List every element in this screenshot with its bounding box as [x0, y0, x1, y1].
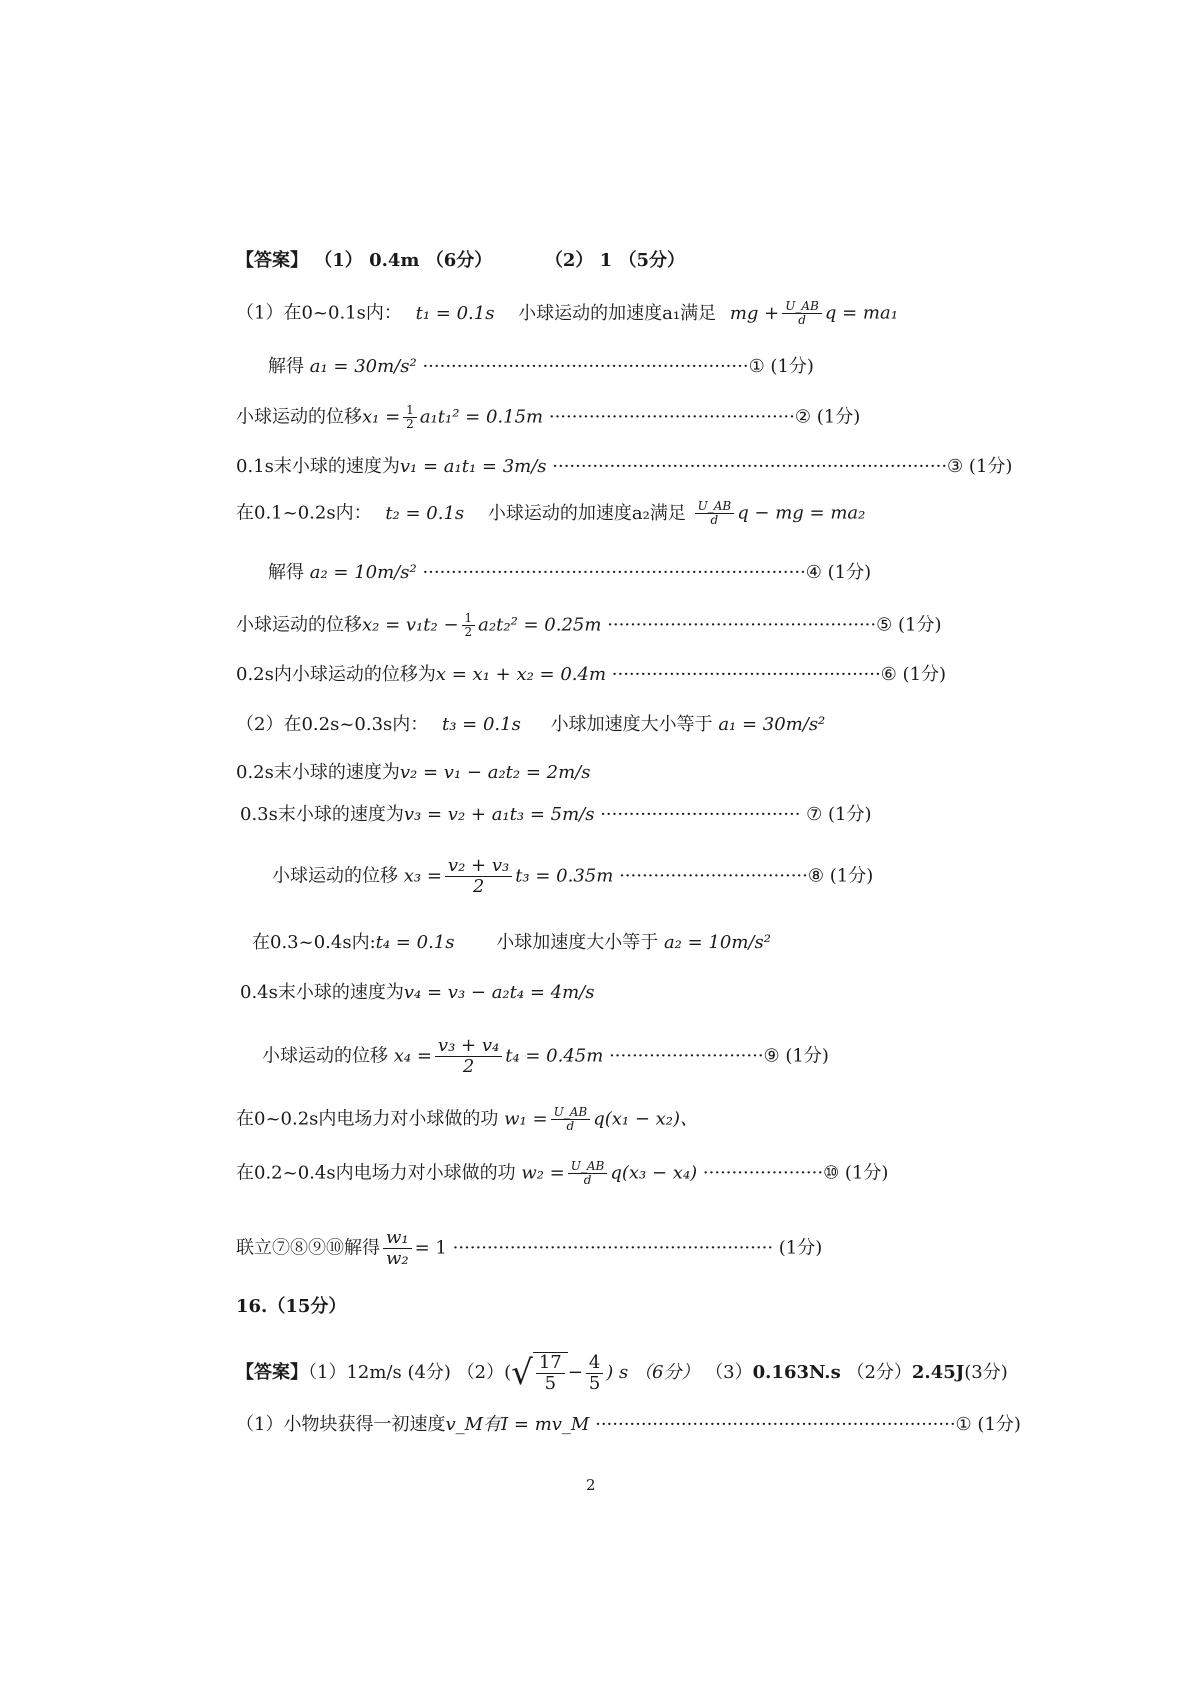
fraction: $\frac{\text{w₁}}{\text{w₂}}$ [383, 1228, 412, 1269]
fraction: $\frac{1}{2}$ [462, 612, 476, 639]
page-number: 2 [586, 1476, 596, 1494]
fraction: $\frac{4}{5}$ [586, 1353, 603, 1394]
solution-line-9: （2）在0.2s~0.3s内： t₃ = 0.1s 小球加速度大小等于 a₁ = 30m/s² [236, 714, 826, 735]
solution-line-20: （1）小物块获得一初速度v_M有I = mv_M ·······························································① (1分) [236, 1414, 1021, 1435]
solution-line-6: 解得 a₂ = 10m/s² ···································································④ (1分) [268, 562, 872, 583]
fraction: $\frac{U\_AB}{d}$ [551, 1106, 591, 1133]
solution-line-8: 0.2s内小球运动的位移为x = x₁ + x₂ = 0.4m ···············································⑥ (1分) [236, 664, 947, 685]
solution-line-16: 在0~0.2s内电场力对小球做的功 w₁ = $\frac{U\_AB}{d}$ q(x₁ − x₂)、 [236, 1105, 699, 1133]
question-16-title: 16.（15分） [236, 1296, 347, 1317]
solution-line-13: 在0.3~0.4s内:t₄ = 0.1s 小球加速度大小等于 a₂ = 10m/s² [252, 932, 771, 953]
fraction: $\frac{\text{v₃ + v₄}}{2}$ [435, 1036, 502, 1077]
answer-label: 【答案】 [236, 250, 308, 271]
answer-part2-value: 1 [599, 250, 613, 271]
solution-line-7: 小球运动的位移x₂ = v₁t₂ − $\frac{1}{2}$ a₂t₂² = 0.25m ···············································⑤ (1分) [236, 611, 942, 639]
fraction: $\frac{U\_AB}{d}$ [695, 500, 735, 527]
square-root: √ $\frac{17}{5}$ [511, 1352, 568, 1394]
solution-line-12: 小球运动的位移 x₃ = $\frac{\text{v₂ + v₃}}{2}$ t₃ = 0.35m ·································⑧ (1分) [272, 855, 874, 897]
answer-header: 【答案】 （1） 0.4m （6分） （2） 1 （5分） [236, 250, 685, 271]
solution-line-3: 小球运动的位移x₁ = $\frac{1}{2}$ a₁t₁² = 0.15m ···········································② (1分) [236, 403, 861, 431]
fraction: $\frac{1}{2}$ [403, 404, 417, 431]
solution-line-10: 0.2s末小球的速度为v₂ = v₁ − a₂t₂ = 2m/s [236, 762, 591, 783]
solution-line-17: 在0.2~0.4s内电场力对小球做的功 w₂ = $\frac{U\_AB}{d}$ q(x₃ − x₄) ·····················⑩ (1分) [236, 1159, 889, 1187]
fraction: $\frac{U\_AB}{d}$ [782, 300, 822, 327]
answer-label: 【答案】 [236, 1362, 308, 1383]
solution-line-2: 解得 a₁ = 30m/s² ·························································① (1分) [268, 356, 814, 377]
answer-part1-value: 0.4m [369, 250, 420, 271]
fraction: $\frac{17}{5}$ [536, 1353, 565, 1394]
solution-line-1: （1）在0~0.1s内： t₁ = 0.1s 小球运动的加速度a₁满足 mg + $\frac{U\_AB}{d}$ q = ma₁ [236, 299, 898, 327]
solution-line-4: 0.1s末小球的速度为v₁ = a₁t₁ = 3m/s ·····································································③ (1分) [236, 456, 1013, 477]
solution-line-5: 在0.1~0.2s内： t₂ = 0.1s 小球运动的加速度a₂满足 $\frac{U\_AB}{d}$ q − mg = ma₂ [236, 499, 866, 527]
fraction: $\frac{U\_AB}{d}$ [568, 1160, 608, 1187]
solution-line-18: 联立⑦⑧⑨⑩解得 $\frac{\text{w₁}}{\text{w₂}}$ = 1 ························································ (1分) [236, 1227, 823, 1269]
fraction: $\frac{\text{v₂ + v₃}}{2}$ [445, 856, 512, 897]
solution-line-15: 小球运动的位移 x₄ = $\frac{\text{v₃ + v₄}}{2}$ t₄ = 0.45m ···························⑨ (1分) [262, 1035, 829, 1077]
solution-line-11: 0.3s末小球的速度为v₃ = v₂ + a₁t₃ = 5m/s ··································· ⑦ (1分) [240, 804, 872, 825]
answer-line-16: 【答案】（1）12m/s (4分) （2）(√ $\frac{17}{5}$ − $\frac{4}{5}$ ) s （6分） （3）0.163N.s （2分）2.45J(3分) [236, 1351, 1008, 1394]
solution-line-14: 0.4s末小球的速度为v₄ = v₃ − a₂t₄ = 4m/s [240, 982, 595, 1003]
